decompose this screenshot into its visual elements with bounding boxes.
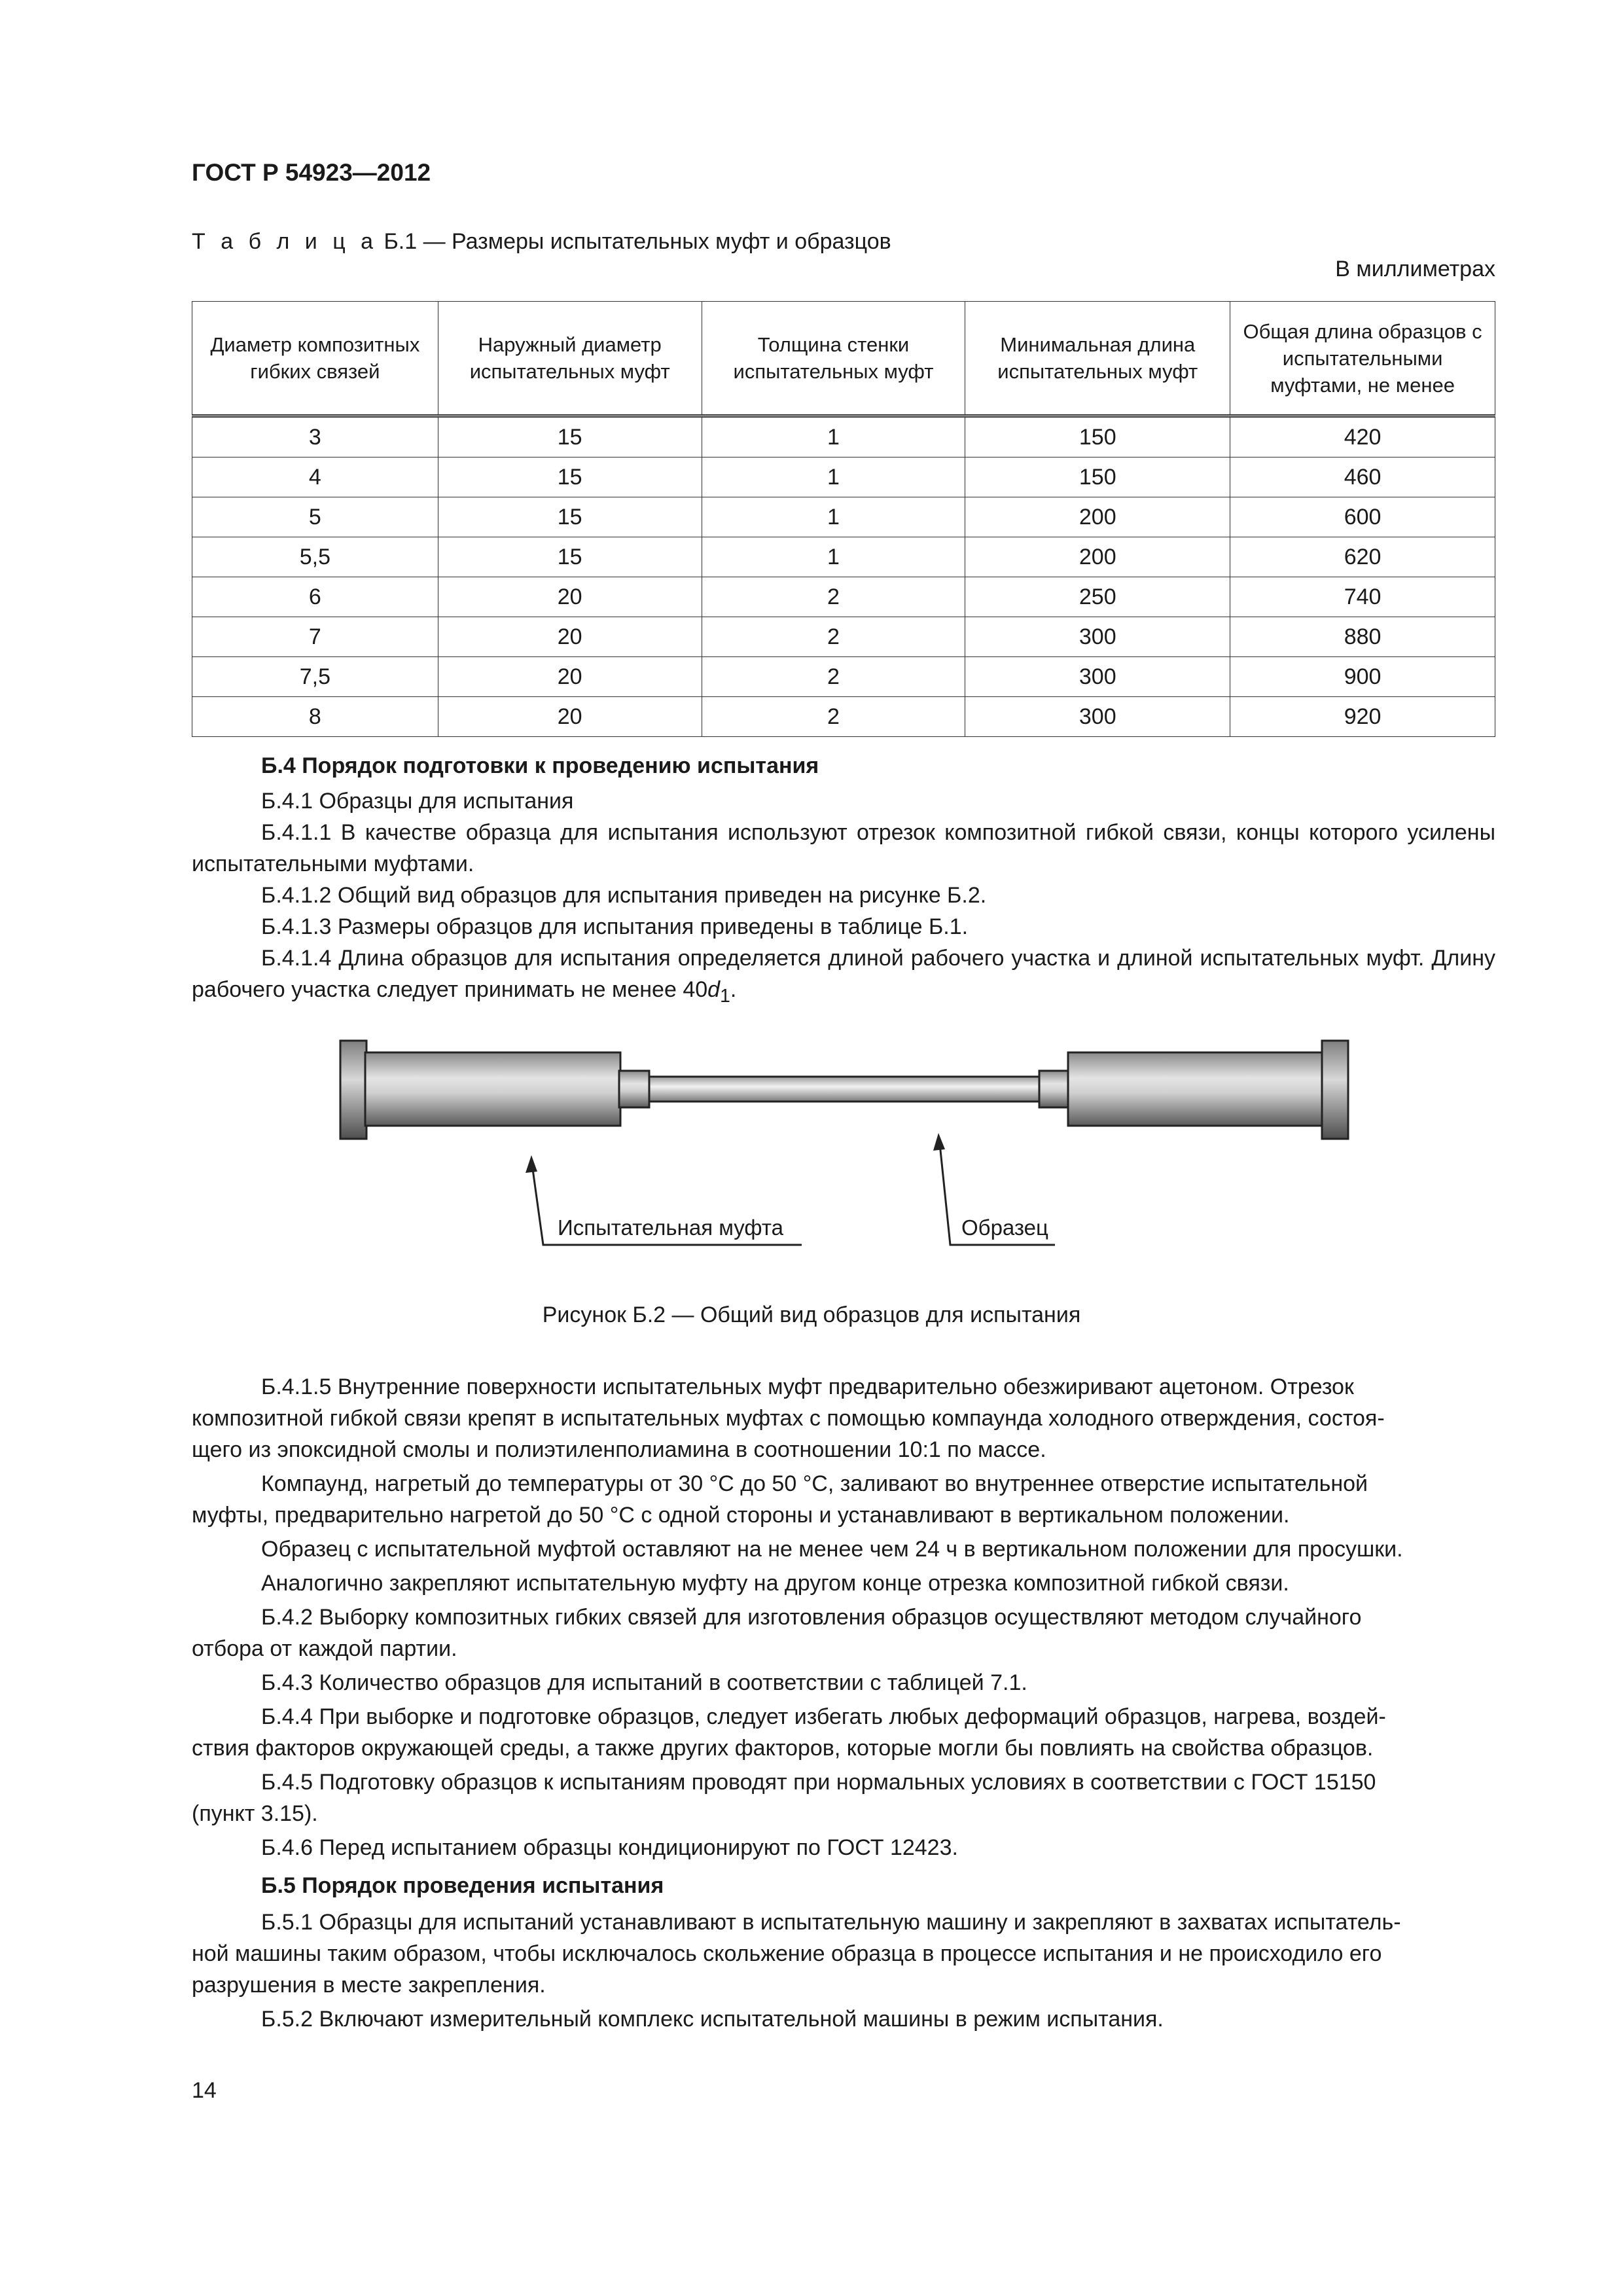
table-cell: 15 <box>438 537 702 577</box>
table-cell: 880 <box>1230 617 1495 657</box>
table-header-row <box>192 302 1495 416</box>
text-line: разрушения в месте закрепления. <box>192 1973 546 1998</box>
paragraph-b412: Б.4.1.2 Общий вид образцов для испытания приведен на рисунке Б.2. <box>261 883 987 908</box>
paragraph-b414-text: Б.4.1.4 Длина образцов для испытания определяется длиной рабочего участка и длиной испытательных муфт. Длину рабочего участка следует принимать не менее 40 <box>192 946 1495 1002</box>
text-line: Б.4.5 Подготовку образцов к испытаниям проводят при нормальных условиях в соответствии с ГОСТ 15150 <box>261 1770 1376 1795</box>
left-sleeve <box>365 1052 620 1126</box>
paragraph-similar-fixing: Аналогично закрепляют испытательную муфту на другом конце отрезка композитной гибкой связи. <box>261 1571 1289 1596</box>
table-row <box>192 537 1495 577</box>
table-caption-title: Б.1 — Размеры испытательных муфт и образцов <box>378 229 891 254</box>
table-cell: 300 <box>965 697 1230 737</box>
paragraph-b413: Б.4.1.3 Размеры образцов для испытания приведены в таблице Б.1. <box>261 914 969 939</box>
dimensions-table <box>192 301 1495 737</box>
table-cell: 15 <box>438 416 702 457</box>
column-header: Минимальная длина испытательных муфт <box>965 302 1230 416</box>
paragraph-b45 <box>192 1767 1495 1829</box>
table-cell: 20 <box>438 657 702 697</box>
paragraph-b44 <box>192 1701 1495 1764</box>
table-cell: 740 <box>1230 577 1495 617</box>
paragraph-specimen-drying: Образец с испытательной муфтой оставляют на не менее чем 24 ч в вертикальном положении для просушки. <box>261 1537 1403 1562</box>
table-row <box>192 577 1495 617</box>
table-row <box>192 697 1495 737</box>
label-sleeve: Испытательная муфта <box>558 1215 783 1240</box>
table-cell: 150 <box>965 416 1230 457</box>
section-heading-b4: Б.4 Порядок подготовки к проведению испытания <box>261 753 819 778</box>
label-specimen: Образец <box>961 1215 1048 1240</box>
section-b4 <box>192 750 1495 1012</box>
table-row <box>192 617 1495 657</box>
specimen-arrowhead <box>933 1133 945 1151</box>
table-cell: 600 <box>1230 497 1495 537</box>
table-cell: 300 <box>965 657 1230 697</box>
section-b415-b46 <box>192 1371 1495 2035</box>
column-header: Диаметр композитных гибких связей <box>192 302 438 416</box>
page-number: 14 <box>192 2078 217 2103</box>
table-row <box>192 416 1495 457</box>
figure-caption: Рисунок Б.2 — Общий вид образцов для испытания <box>542 1302 1081 1327</box>
column-header: Общая длина образцов с испытательными муфтами, не менее <box>1230 302 1495 416</box>
table-cell: 900 <box>1230 657 1495 697</box>
table-cell: 1 <box>702 537 965 577</box>
table-row <box>192 497 1495 537</box>
table-cell: 2 <box>702 657 965 697</box>
sleeve-arrowhead <box>526 1155 537 1173</box>
text-line: муфты, предварительно нагретой до 50 °С с одной стороны и устанавливают в вертикальном положении. <box>192 1503 1290 1528</box>
paragraph-compound <box>192 1468 1495 1531</box>
table-cell: 3 <box>192 416 438 457</box>
figure-specimen-drawing <box>0 1021 1623 1296</box>
table-cell: 15 <box>438 497 702 537</box>
table-row <box>192 657 1495 697</box>
text-line: ной машины таким образом, чтобы исключалось скольжение образца в процессе испытания и не происходило его <box>192 1941 1382 1966</box>
column-header: Толщина стенки испытательных муфт <box>702 302 965 416</box>
text-line: отбора от каждой партии. <box>192 1636 457 1661</box>
variable-d: d <box>707 977 721 1002</box>
table-caption <box>192 229 891 255</box>
paragraph-b414-end: . <box>730 977 737 1002</box>
table-cell: 620 <box>1230 537 1495 577</box>
text-line: Б.4.4 При выборке и подготовке образцов, следует избегать любых деформаций образцов, нагрева, воздей- <box>261 1704 1386 1729</box>
text-line: (пункт 3.15). <box>192 1801 318 1826</box>
paragraph-b51 <box>192 1907 1495 2001</box>
table-cell: 200 <box>965 497 1230 537</box>
subscript-1: 1 <box>720 985 730 1007</box>
table-cell: 7,5 <box>192 657 438 697</box>
paragraph-b43: Б.4.3 Количество образцов для испытаний в соответствии с таблицей 7.1. <box>261 1670 1027 1695</box>
paragraph-b414 <box>192 942 1495 1012</box>
table-cell: 6 <box>192 577 438 617</box>
table-cell: 920 <box>1230 697 1495 737</box>
right-sleeve <box>1068 1052 1323 1126</box>
table-cell: 7 <box>192 617 438 657</box>
text-line: щего из эпоксидной смолы и полиэтиленполиамина в соотношении 10:1 по массе. <box>192 1437 1046 1462</box>
text-line: Б.5.1 Образцы для испытаний устанавливают в испытательную машину и закрепляют в захватах испытатель- <box>261 1910 1401 1935</box>
section-heading-b5: Б.5 Порядок проведения испытания <box>261 1873 664 1898</box>
table-cell: 20 <box>438 617 702 657</box>
text-line: композитной гибкой связи крепят в испытательных муфтах с помощью компаунда холодного отверждения, состоя- <box>192 1406 1385 1431</box>
paragraph-b41: Б.4.1 Образцы для испытания <box>261 789 574 814</box>
paragraph-b411: Б.4.1.1 В качестве образца для испытания используют отрезок композитной гибкой связи, концы которого усилены испытательными муфтами. <box>192 820 1495 876</box>
right-collar <box>1039 1071 1069 1107</box>
table-cell: 1 <box>702 416 965 457</box>
column-header: Наружный диаметр испытательных муфт <box>438 302 702 416</box>
table-cell: 5,5 <box>192 537 438 577</box>
specimen-rod <box>648 1077 1041 1102</box>
table-cell: 2 <box>702 577 965 617</box>
document-id-header: ГОСТ Р 54923—2012 <box>192 159 431 186</box>
table-cell: 1 <box>702 497 965 537</box>
table-cell: 1 <box>702 457 965 497</box>
table-cell: 4 <box>192 457 438 497</box>
table-cell: 2 <box>702 697 965 737</box>
text-line: Компаунд, нагретый до температуры от 30 °С до 50 °С, заливают во внутреннее отверстие испытательной <box>261 1471 1368 1496</box>
paragraph-b42 <box>192 1602 1495 1664</box>
left-end-cap <box>340 1041 366 1139</box>
table-cell: 420 <box>1230 416 1495 457</box>
table-cell: 460 <box>1230 457 1495 497</box>
text-line: ствия факторов окружающей среды, а также других факторов, которые могли бы повлиять на свойства образцов. <box>192 1736 1374 1761</box>
table-cell: 20 <box>438 577 702 617</box>
table-cell: 8 <box>192 697 438 737</box>
table-cell: 150 <box>965 457 1230 497</box>
table-cell: 15 <box>438 457 702 497</box>
table-cell: 300 <box>965 617 1230 657</box>
text-line: Б.4.2 Выборку композитных гибких связей для изготовления образцов осуществляют методом случайного <box>261 1605 1362 1630</box>
text-line: Б.4.1.5 Внутренние поверхности испытательных муфт предварительно обезжиривают ацетоном. Отрезок <box>261 1374 1354 1399</box>
table-units-note: В миллиметрах <box>1335 257 1495 281</box>
table-cell: 200 <box>965 537 1230 577</box>
table-row <box>192 457 1495 497</box>
table-cell: 20 <box>438 697 702 737</box>
paragraph-b46: Б.4.6 Перед испытанием образцы кондиционируют по ГОСТ 12423. <box>261 1835 958 1860</box>
paragraph-b415 <box>192 1371 1495 1465</box>
right-end-cap <box>1322 1041 1348 1139</box>
table-cell: 250 <box>965 577 1230 617</box>
table-cell: 2 <box>702 617 965 657</box>
left-collar <box>619 1071 649 1107</box>
table-caption-prefix: Т а б л и ц а <box>192 229 378 254</box>
table-cell: 5 <box>192 497 438 537</box>
paragraph-b52: Б.5.2 Включают измерительный комплекс испытательной машины в режим испытания. <box>261 2007 1164 2032</box>
